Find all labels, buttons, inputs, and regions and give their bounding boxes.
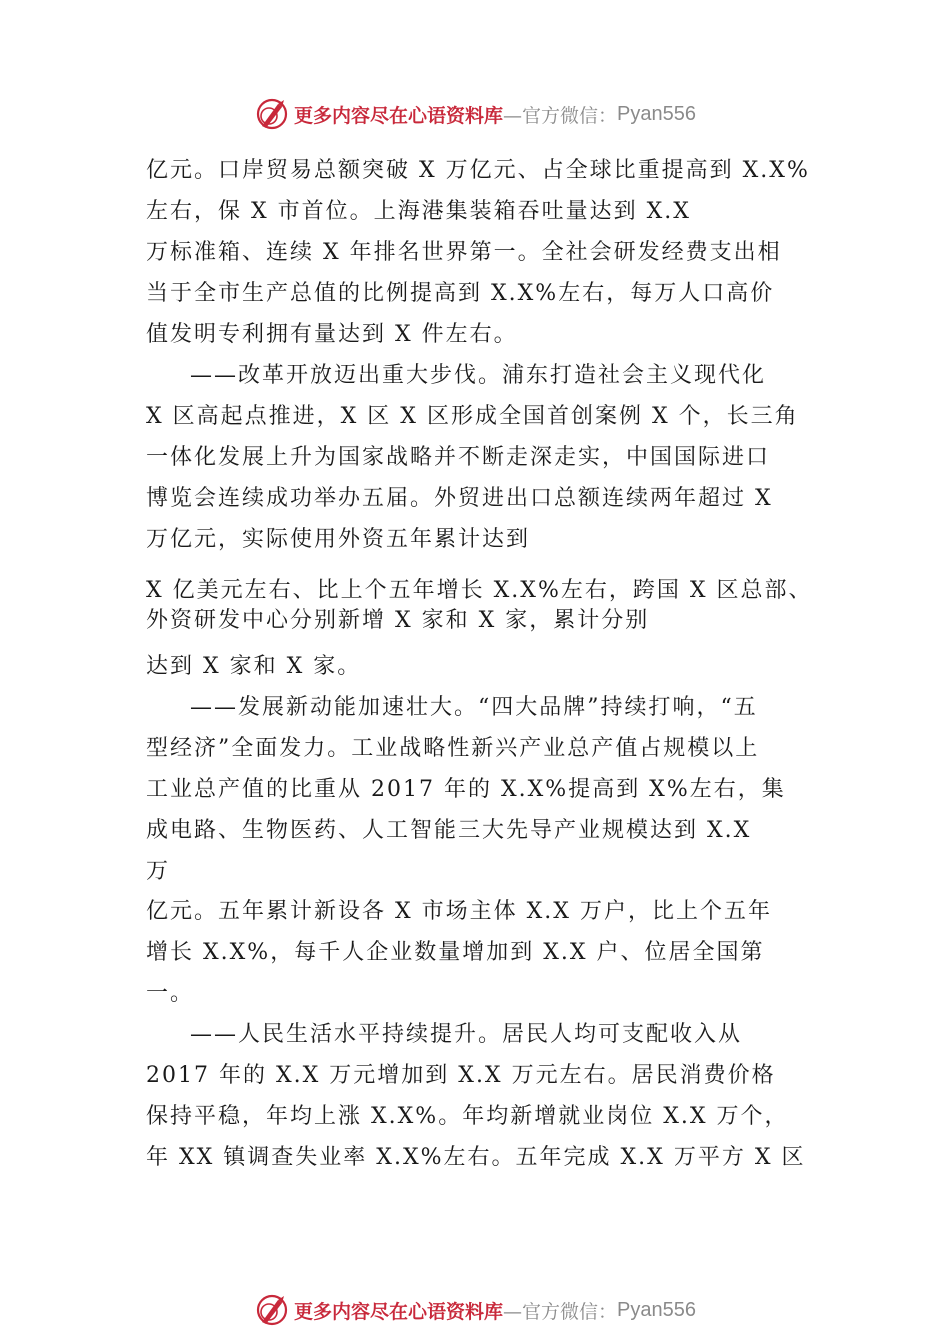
- text-line: 增长 X.X%，每千人企业数量增加到 X.X 户、位居全国第: [146, 940, 765, 965]
- text-line: ——改革开放迈出重大步伐。浦东打造社会主义现代化: [190, 363, 767, 388]
- text-line: X 区高起点推进，X 区 X 区形成全国首创案例 X 个，长三角: [146, 404, 799, 429]
- banner-wechat-label: —官方微信：: [503, 1300, 618, 1323]
- text-line: 保持平稳，年均上涨 X.X%。年均新增就业岗位 X.X 万个，: [146, 1104, 789, 1129]
- text-line: 2017 年的 X.X 万元增加到 X.X 万元左右。居民消费价格: [146, 1063, 776, 1088]
- text-line: 左右，保 X 市首位。上海港集装箱吞吐量达到 X.X: [146, 199, 691, 224]
- text-line: 万标准箱、连续 X 年排名世界第一。全社会研发经费支出相: [146, 240, 782, 265]
- text-line: 亿元。口岸贸易总额突破 X 万亿元、占全球比重提高到 X.X%: [146, 158, 810, 183]
- pen-logo-icon: [254, 1292, 290, 1328]
- text-line: 型经济”全面发力。工业战略性新兴产业总产值占规模以上: [146, 736, 760, 761]
- text-line: 成电路、生物医药、人工智能三大先导产业规模达到 X.X: [146, 818, 752, 843]
- banner-wechat-id: Pyan556: [617, 102, 696, 125]
- banner-site-name: 更多内容尽在心语资料库: [294, 1300, 504, 1323]
- text-line: X 亿美元左右、比上个五年增长 X.X%左右，跨国 X 区总部、: [146, 578, 813, 603]
- text-line: 达到 X 家和 X 家。: [146, 654, 362, 679]
- text-line: 当于全市生产总值的比例提高到 X.X%左右，每万人口高价: [146, 281, 775, 306]
- text-line: 万: [146, 859, 171, 884]
- text-line: 万亿元，实际使用外资五年累计达到: [146, 527, 531, 552]
- banner-site-name: 更多内容尽在心语资料库: [294, 104, 504, 127]
- text-line: 外资研发中心分别新增 X 家和 X 家，累计分别: [146, 608, 650, 633]
- text-line: 一。: [146, 981, 195, 1006]
- text-line: 一体化发展上升为国家战略并不断走深走实，中国国际进口: [146, 445, 771, 470]
- text-line: ——发展新动能加速壮大。“四大品牌”持续打响，“五: [190, 695, 758, 720]
- pen-logo-icon: [254, 96, 290, 132]
- text-line: 工业总产值的比重从 2017 年的 X.X%提高到 X%左右，集: [146, 777, 786, 802]
- text-line: ——人民生活水平持续提升。居民人均可支配收入从: [190, 1022, 743, 1047]
- text-line: 年 XX 镇调查失业率 X.X%左右。五年完成 X.X 万平方 X 区: [146, 1145, 806, 1170]
- header-banner: [0, 94, 950, 134]
- banner-wechat-label: —官方微信：: [503, 104, 618, 127]
- text-line: 亿元。五年累计新设各 X 市场主体 X.X 万户，比上个五年: [146, 899, 772, 924]
- text-line: 博览会连续成功举办五届。外贸进出口总额连续两年超过 X: [146, 486, 773, 511]
- footer-banner: [0, 1290, 950, 1330]
- banner-wechat-id: Pyan556: [617, 1298, 696, 1321]
- text-line: 值发明专利拥有量达到 X 件左右。: [146, 322, 518, 347]
